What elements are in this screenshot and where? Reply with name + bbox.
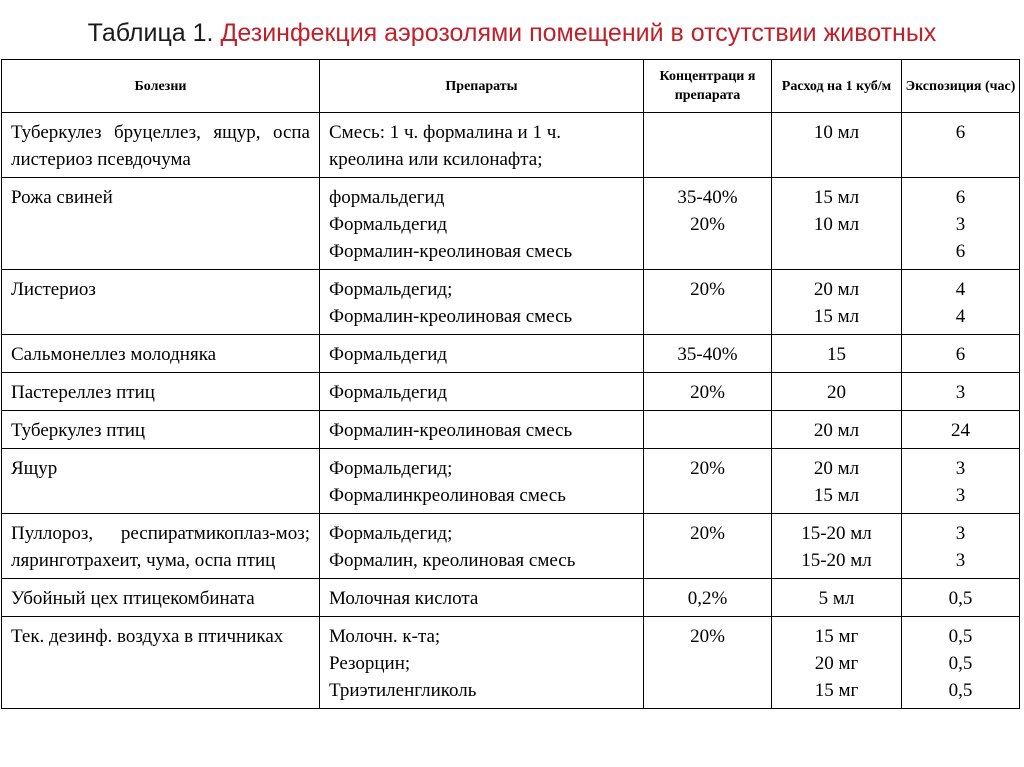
preparation-line: Формалин-креолиновая смесь bbox=[329, 306, 573, 327]
exposure-line: 3 bbox=[955, 382, 966, 403]
table-row bbox=[2, 335, 1020, 373]
exposure-line: 6 bbox=[955, 241, 966, 262]
concentration-cell bbox=[644, 335, 772, 373]
disease-line: Ящур bbox=[11, 458, 58, 479]
consumption-line: 15 bbox=[827, 344, 846, 365]
preparation-line: Формалин-креолиновая смесь bbox=[329, 241, 573, 262]
consumption-cell bbox=[772, 373, 902, 411]
concentration-cell bbox=[644, 449, 772, 514]
exposure-line: 0,5 bbox=[948, 626, 973, 647]
disease-cell bbox=[2, 449, 320, 514]
preparation-line: Формальдегид bbox=[329, 344, 448, 365]
exposure-cell bbox=[902, 411, 1020, 449]
table-row bbox=[2, 178, 1020, 270]
disease-line: Туберкулез бруцеллез, ящур, оспа листериоз псевдочума bbox=[11, 122, 310, 170]
consumption-cell bbox=[772, 270, 902, 335]
consumption-line: 5 мл bbox=[818, 588, 855, 609]
preparation-line: Формальдегид bbox=[329, 214, 448, 235]
preparation-line: Формалин, креолиновая смесь bbox=[329, 550, 576, 571]
column-header-disease: Болезни bbox=[2, 60, 320, 113]
table-row bbox=[2, 449, 1020, 514]
exposure-cell bbox=[902, 617, 1020, 709]
table-row bbox=[2, 411, 1020, 449]
disease-cell bbox=[2, 411, 320, 449]
consumption-cell bbox=[772, 335, 902, 373]
preparation-cell bbox=[320, 113, 644, 178]
disease-line: Сальмонеллез молодняка bbox=[11, 344, 217, 365]
column-header-consumption: Расход на 1 куб/м bbox=[772, 60, 902, 113]
disease-line: Убойный цех птицекомбината bbox=[11, 588, 255, 609]
exposure-line: 3 bbox=[955, 550, 966, 571]
exposure-cell bbox=[902, 335, 1020, 373]
table-body bbox=[2, 113, 1020, 709]
exposure-cell bbox=[902, 514, 1020, 579]
disease-cell bbox=[2, 579, 320, 617]
preparation-line: Молочная кислота bbox=[329, 588, 479, 609]
page-title bbox=[0, 16, 1024, 50]
consumption-cell bbox=[772, 178, 902, 270]
preparation-line: формальдегид bbox=[329, 187, 445, 208]
concentration-cell bbox=[644, 113, 772, 178]
concentration-line: 0,2% bbox=[687, 588, 728, 609]
table-number: Таблица 1. bbox=[87, 19, 214, 47]
consumption-cell bbox=[772, 449, 902, 514]
consumption-line: 15 мл bbox=[813, 187, 860, 208]
table-header-row bbox=[2, 60, 1020, 113]
preparation-cell bbox=[320, 579, 644, 617]
disease-line: Листериоз bbox=[11, 279, 96, 300]
consumption-line: 15-20 мл bbox=[801, 523, 872, 544]
concentration-cell bbox=[644, 373, 772, 411]
disease-cell bbox=[2, 514, 320, 579]
exposure-cell bbox=[902, 113, 1020, 178]
exposure-line: 6 bbox=[955, 122, 966, 143]
disease-cell bbox=[2, 335, 320, 373]
preparation-line: Триэтиленгликоль bbox=[329, 680, 477, 701]
preparation-line: Формалин-креолиновая смесь bbox=[329, 420, 573, 441]
concentration-line: 20% bbox=[690, 458, 725, 479]
exposure-line: 6 bbox=[955, 187, 966, 208]
concentration-line: 20% bbox=[690, 523, 725, 544]
preparation-line: Формальдегид bbox=[329, 382, 448, 403]
column-header-preparation: Препараты bbox=[320, 60, 644, 113]
table-row bbox=[2, 617, 1020, 709]
preparation-cell bbox=[320, 411, 644, 449]
exposure-line: 4 bbox=[955, 279, 966, 300]
preparation-line: Смесь: 1 ч. формалина и 1 ч. креолина или ксилонафта; bbox=[329, 122, 562, 170]
preparation-cell bbox=[320, 270, 644, 335]
disease-line: Туберкулез птиц bbox=[11, 420, 146, 441]
table-row bbox=[2, 373, 1020, 411]
exposure-cell bbox=[902, 178, 1020, 270]
concentration-cell bbox=[644, 411, 772, 449]
disease-cell bbox=[2, 617, 320, 709]
exposure-line: 4 bbox=[955, 306, 966, 327]
concentration-line: 20% bbox=[690, 214, 725, 235]
exposure-cell bbox=[902, 373, 1020, 411]
disease-cell bbox=[2, 113, 320, 178]
disease-cell bbox=[2, 373, 320, 411]
concentration-line: 20% bbox=[690, 279, 725, 300]
consumption-line: 20 мл bbox=[813, 420, 860, 441]
concentration-line: 20% bbox=[690, 626, 725, 647]
exposure-line: 3 bbox=[955, 485, 966, 506]
preparation-line: Формальдегид; bbox=[329, 523, 453, 544]
consumption-line: 15-20 мл bbox=[801, 550, 872, 571]
disease-line: Рожа свиней bbox=[11, 187, 113, 208]
concentration-cell bbox=[644, 617, 772, 709]
exposure-line: 0,5 bbox=[948, 680, 973, 701]
preparation-line: Молочн. к-та; bbox=[329, 626, 441, 647]
consumption-cell bbox=[772, 514, 902, 579]
disinfection-table bbox=[1, 59, 1020, 709]
consumption-line: 15 мг bbox=[814, 680, 859, 701]
column-header-concentration: Концентраци я препарата bbox=[644, 60, 772, 113]
disease-line: Тек. дезинф. воздуха в птичниках bbox=[11, 626, 284, 647]
exposure-line: 24 bbox=[951, 420, 970, 441]
concentration-cell bbox=[644, 270, 772, 335]
exposure-cell bbox=[902, 270, 1020, 335]
concentration-line: 20% bbox=[690, 382, 725, 403]
table-row bbox=[2, 579, 1020, 617]
preparation-line: Резорцин; bbox=[329, 653, 411, 674]
table-row bbox=[2, 514, 1020, 579]
exposure-line: 0,5 bbox=[948, 653, 973, 674]
exposure-line: 0,5 bbox=[948, 588, 973, 609]
concentration-line: 35-40% bbox=[677, 344, 738, 365]
consumption-cell bbox=[772, 579, 902, 617]
consumption-line: 10 мл bbox=[813, 122, 860, 143]
table-row bbox=[2, 113, 1020, 178]
consumption-line: 20 мл bbox=[813, 458, 860, 479]
consumption-cell bbox=[772, 617, 902, 709]
exposure-cell bbox=[902, 449, 1020, 514]
consumption-cell bbox=[772, 113, 902, 178]
concentration-cell bbox=[644, 579, 772, 617]
preparation-cell bbox=[320, 514, 644, 579]
exposure-line: 3 bbox=[955, 458, 966, 479]
concentration-line: 35-40% bbox=[677, 187, 738, 208]
preparation-cell bbox=[320, 449, 644, 514]
preparation-cell bbox=[320, 373, 644, 411]
consumption-line: 10 мл bbox=[813, 214, 860, 235]
preparation-cell bbox=[320, 617, 644, 709]
consumption-line: 15 мг bbox=[814, 626, 859, 647]
preparation-cell bbox=[320, 178, 644, 270]
consumption-cell bbox=[772, 411, 902, 449]
disease-line: Пастереллез птиц bbox=[11, 382, 155, 403]
consumption-line: 20 мл bbox=[813, 279, 860, 300]
table-row bbox=[2, 270, 1020, 335]
disease-cell bbox=[2, 270, 320, 335]
exposure-line: 3 bbox=[955, 523, 966, 544]
exposure-line: 3 bbox=[955, 214, 966, 235]
exposure-line: 6 bbox=[955, 344, 966, 365]
consumption-line: 15 мл bbox=[813, 485, 860, 506]
consumption-line: 20 мг bbox=[814, 653, 859, 674]
disease-line: Пуллороз, респиратмикоплаз-моз; ляринготрахеит, чума, оспа птиц bbox=[11, 523, 310, 571]
preparation-line: Формальдегид; bbox=[329, 458, 453, 479]
table-caption: Дезинфекция аэрозолями помещений в отсутствии животных bbox=[220, 19, 937, 47]
consumption-line: 15 мл bbox=[813, 306, 860, 327]
exposure-cell bbox=[902, 579, 1020, 617]
consumption-line: 20 bbox=[827, 382, 846, 403]
preparation-line: Формалинкреолиновая смесь bbox=[329, 485, 566, 506]
disease-cell bbox=[2, 178, 320, 270]
concentration-cell bbox=[644, 178, 772, 270]
concentration-cell bbox=[644, 514, 772, 579]
preparation-line: Формальдегид; bbox=[329, 279, 453, 300]
preparation-cell bbox=[320, 335, 644, 373]
column-header-exposure: Экспозиция (час) bbox=[902, 60, 1020, 113]
